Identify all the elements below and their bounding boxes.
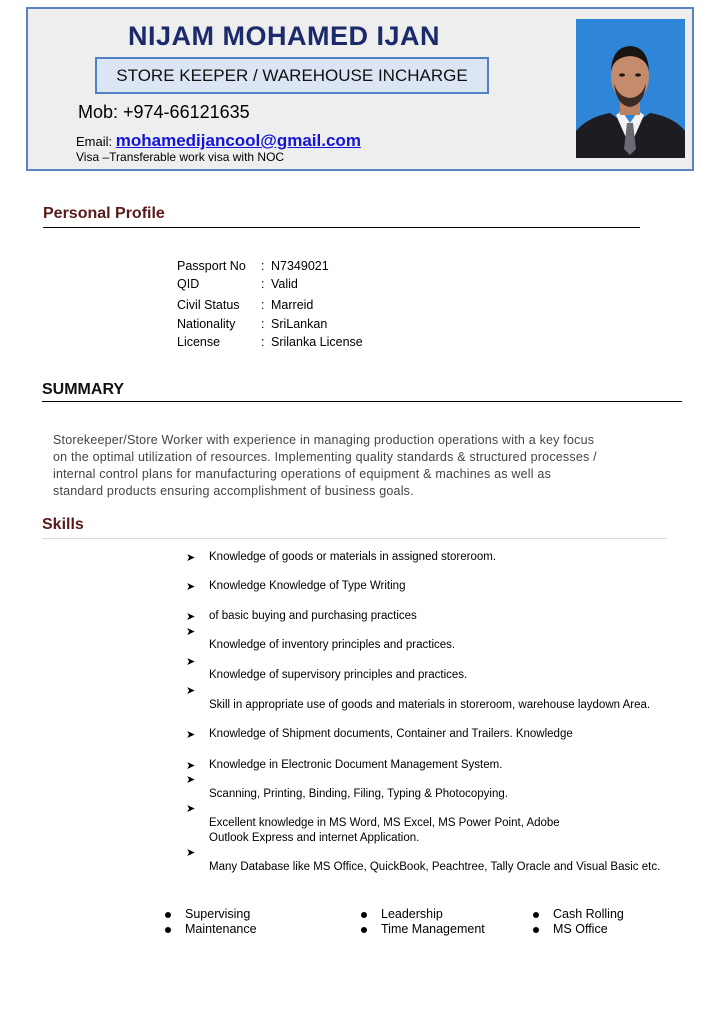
job-title: STORE KEEPER / WAREHOUSE INCHARGE [116,65,468,85]
summary-line: internal control plans for manufacturing operations of equipment & machines as well as [53,467,552,481]
bullet-item [361,907,485,922]
bullet-column-3 [533,907,624,936]
bullet-item [165,907,257,922]
arrow-bullet-icon: ➤ [186,685,196,697]
profile-label: Passport No [177,259,246,273]
profile-row-passport [177,259,363,277]
skills-divider [42,538,667,539]
profile-colon: : [261,335,265,349]
profile-colon: : [261,259,265,273]
profile-photo [576,19,685,158]
personal-profile-divider [43,227,640,228]
bullet-text: Time Management [381,922,485,936]
profile-value: Srilanka License [271,335,363,349]
arrow-bullet-icon: ➤ [186,774,196,786]
skill-text: Knowledge of goods or materials in assigned storeroom. [209,551,497,563]
arrow-bullet-icon: ➤ [186,729,196,741]
summary-line: standard products ensuring accomplishment of business goals. [53,484,414,498]
bullet-item [533,922,624,936]
arrow-bullet-icon: ➤ [186,552,196,564]
summary-line: on the optimal utilization of resources. Implementing quality standards & structured processes / [53,450,597,464]
profile-label: QID [177,277,200,291]
email-link[interactable]: mohamedijancool@gmail.com [115,131,361,150]
profile-row-nationality [177,317,363,335]
bullet-dot-icon [533,927,539,933]
bullet-dot-icon [361,912,367,918]
arrow-bullet-icon: ➤ [186,847,196,859]
profile-photo-illustration [576,19,685,158]
bullet-item [361,922,485,936]
bullet-column-1 [165,907,257,936]
bullet-dot-icon [165,912,171,918]
email-line [76,131,361,151]
summary-line: Storekeeper/Store Worker with experience in managing production operations with a key focus [53,433,595,447]
bullet-column-2 [361,907,485,936]
profile-value: Valid [271,277,298,291]
bullet-item [533,907,624,922]
skill-text: Knowledge of Shipment documents, Container and Trailers. Knowledge [209,728,573,740]
skill-text: of basic buying and purchasing practices [209,610,417,622]
skill-text: Knowledge in Electronic Document Management System. [209,759,503,771]
skill-text: Knowledge Knowledge of Type Writing [209,580,406,592]
personal-profile-list [177,259,363,353]
arrow-bullet-icon: ➤ [186,581,196,593]
summary-heading: SUMMARY [42,381,125,398]
profile-row-civil-status [177,298,363,317]
candidate-name: NIJAM MOHAMED IJAN [128,21,441,51]
skill-text: Many Database like MS Office, QuickBook, Peachtree, Tally Oracle and Visual Basic etc. [209,861,661,873]
bullet-item [165,922,257,936]
profile-colon: : [261,298,265,312]
skills-heading: Skills [42,516,84,533]
bullet-text: Supervising [185,907,251,921]
summary-divider [42,401,682,402]
skill-text: Scanning, Printing, Binding, Filing, Typing & Photocopying. [209,788,508,800]
arrow-bullet-icon: ➤ [186,760,196,772]
arrow-bullet-icon: ➤ [186,803,196,815]
mobile-number: Mob: +974-66121635 [78,102,250,122]
bullet-text: Maintenance [185,922,257,936]
profile-label: Nationality [177,317,236,331]
profile-value: N7349021 [271,259,329,273]
skill-text: Outlook Express and internet Application. [209,832,420,844]
profile-row-license [177,335,363,353]
skill-text: Skill in appropriate use of goods and materials in storeroom, warehouse laydown Area. [209,699,651,711]
bullet-text: Cash Rolling [553,907,624,921]
profile-label: Civil Status [177,298,240,312]
arrow-bullet-icon: ➤ [186,626,196,638]
skill-text: Knowledge of inventory principles and practices. [209,639,456,651]
profile-value: SriLankan [271,317,328,331]
bullet-dot-icon [533,912,539,918]
skill-text: Knowledge of supervisory principles and practices. [209,669,468,681]
bullet-dot-icon [165,927,171,933]
bullet-dot-icon [361,927,367,933]
visa-status: Visa –Transferable work visa with NOC [76,150,285,164]
summary-text [53,432,663,500]
profile-colon: : [261,277,265,291]
bullet-text: MS Office [553,922,608,936]
job-title-box [95,57,489,94]
skill-text: Excellent knowledge in MS Word, MS Excel, MS Power Point, Adobe [209,817,560,829]
personal-profile-heading: Personal Profile [43,205,165,222]
email-label: Email: [76,134,113,149]
profile-colon: : [261,317,265,331]
arrow-bullet-icon: ➤ [186,656,196,668]
profile-label: License [177,335,221,349]
bullet-text: Leadership [381,907,443,921]
profile-value: Marreid [271,298,314,312]
profile-row-qid [177,277,363,298]
arrow-bullet-icon: ➤ [186,611,196,623]
